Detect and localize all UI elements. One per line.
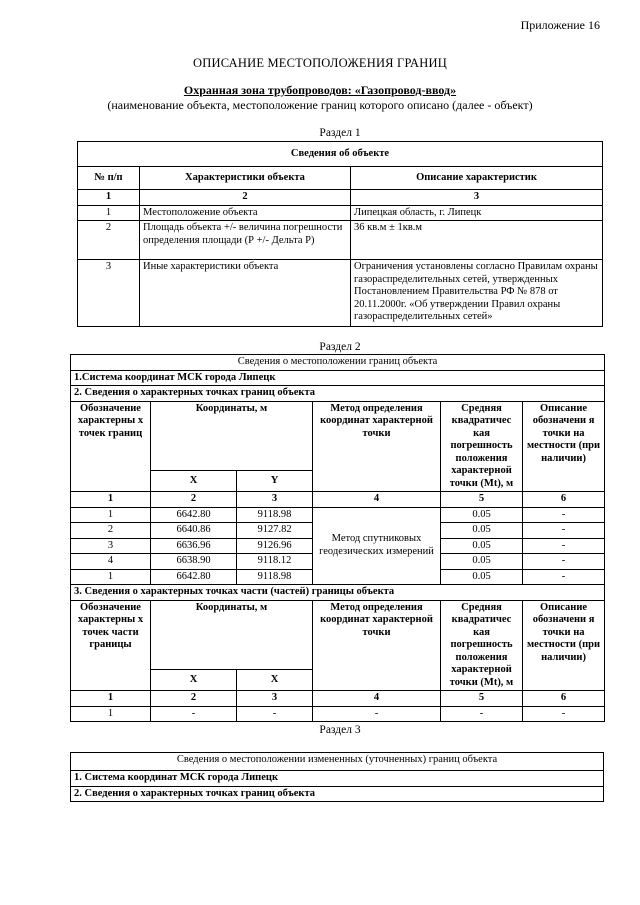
point-method: Метод спутниковых геодезических измерений xyxy=(313,507,441,585)
col-index: 4 xyxy=(313,691,441,707)
col-coords-header: Координаты, м xyxy=(151,401,313,471)
col-index: 2 xyxy=(151,691,237,707)
point-x: 6636.96 xyxy=(151,538,237,554)
point-number: 3 xyxy=(71,538,151,554)
col-characteristics-header: Характеристики объекта xyxy=(140,167,351,190)
col-index: 2 xyxy=(151,492,237,508)
col-number-index: 3 xyxy=(351,190,603,206)
col-index: 5 xyxy=(441,492,523,508)
table-row xyxy=(71,706,605,722)
section2-header: Сведения о местоположении границ объекта xyxy=(71,355,605,371)
points-subheader: 2. Сведения о характерных точках границ объекта xyxy=(71,786,604,802)
row-description: Ограничения установлены согласно Правилам охраны газораспределительных сетей, утвержденных Постановлением Правительства РФ № 878 от 20.11.2000г. «Об утверждении Правил охраны газораспределительных сетей» xyxy=(351,260,603,327)
point-number: 2 xyxy=(71,523,151,539)
col-point-header: Обозначение характерны х точек части границы xyxy=(71,600,151,691)
col-index: 6 xyxy=(523,691,605,707)
part-point-mt: - xyxy=(441,706,523,722)
point-x: 6642.80 xyxy=(151,569,237,585)
section3-table xyxy=(70,752,604,802)
col-number-header: № п/п xyxy=(78,167,140,190)
row-characteristic: Местоположение объекта xyxy=(140,205,351,221)
col-y-header: X xyxy=(237,670,313,691)
col-index: 5 xyxy=(441,691,523,707)
part-point-number: 1 xyxy=(71,706,151,722)
col-x-header: X xyxy=(151,670,237,691)
table-row xyxy=(78,205,603,221)
point-x: 6638.90 xyxy=(151,554,237,570)
point-desc: - xyxy=(523,523,605,539)
col-y-header: Y xyxy=(237,471,313,492)
table-row xyxy=(78,260,603,327)
point-desc: - xyxy=(523,507,605,523)
col-point-header: Обозначение характерны х точек границ xyxy=(71,401,151,492)
col-number-index: 2 xyxy=(140,190,351,206)
point-y: 9126.96 xyxy=(237,538,313,554)
section1-table xyxy=(77,141,603,327)
appendix-label: Приложение 16 xyxy=(520,18,600,32)
point-number: 4 xyxy=(71,554,151,570)
point-mt: 0.05 xyxy=(441,569,523,585)
col-index: 1 xyxy=(71,492,151,508)
point-mt: 0.05 xyxy=(441,507,523,523)
col-index: 6 xyxy=(523,492,605,508)
section1-label: Раздел 1 xyxy=(319,127,361,139)
col-desc-header: Описание обозначени я точки на местности (при наличии) xyxy=(523,600,605,691)
col-desc-header: Описание обозначени я точки на местности (при наличии) xyxy=(523,401,605,492)
col-number-index: 1 xyxy=(78,190,140,206)
col-coords-header: Координаты, м xyxy=(151,600,313,670)
table-row xyxy=(71,507,605,523)
col-index: 1 xyxy=(71,691,151,707)
col-mt-header: Средняя квадратичес кая погрешность положения характерной точки (Mt), м xyxy=(441,600,523,691)
part-points-subheader: 3. Сведения о характерных точках части (частей) границы объекта xyxy=(71,585,605,601)
section3-header: Сведения о местоположении измененных (уточненных) границ объекта xyxy=(71,753,604,771)
point-number: 1 xyxy=(71,507,151,523)
row-description: 36 кв.м ± 1кв.м xyxy=(351,221,603,260)
col-method-header: Метод определения координат характерной точки xyxy=(313,600,441,691)
col-x-header: X xyxy=(151,471,237,492)
point-y: 9118.12 xyxy=(237,554,313,570)
point-x: 6640.86 xyxy=(151,523,237,539)
row-description: Липецкая область, г. Липецк xyxy=(351,205,603,221)
object-note: (наименование объекта, местоположение границ которого описано (далее - объект) xyxy=(107,98,533,112)
table-row xyxy=(78,221,603,260)
col-index: 4 xyxy=(313,492,441,508)
point-desc: - xyxy=(523,569,605,585)
part-point-y: - xyxy=(237,706,313,722)
col-description-header: Описание характеристик xyxy=(351,167,603,190)
row-number: 3 xyxy=(78,260,140,327)
row-characteristic: Иные характеристики объекта xyxy=(140,260,351,327)
part-point-method: - xyxy=(313,706,441,722)
section2-label: Раздел 2 xyxy=(319,341,361,353)
row-number: 1 xyxy=(78,205,140,221)
col-method-header: Метод определения координат характерной точки xyxy=(313,401,441,492)
coordinate-system: 1. Система координат МСК города Липецк xyxy=(71,771,604,787)
col-index: 3 xyxy=(237,492,313,508)
page-title: ОПИСАНИЕ МЕСТОПОЛОЖЕНИЯ ГРАНИЦ xyxy=(193,56,447,70)
coordinate-system: 1.Система координат МСК города Липецк xyxy=(71,370,605,386)
point-desc: - xyxy=(523,538,605,554)
point-mt: 0.05 xyxy=(441,538,523,554)
object-name: Охранная зона трубопроводов: «Газопровод-ввод» xyxy=(183,83,457,97)
point-y: 9118.98 xyxy=(237,569,313,585)
section1-header: Сведения об объекте xyxy=(78,142,603,167)
point-y: 9127.82 xyxy=(237,523,313,539)
point-desc: - xyxy=(523,554,605,570)
point-mt: 0.05 xyxy=(441,523,523,539)
point-mt: 0.05 xyxy=(441,554,523,570)
col-mt-header: Средняя квадратичес кая погрешность положения характерной точки (Mt), м xyxy=(441,401,523,492)
col-index: 3 xyxy=(237,691,313,707)
point-x: 6642.80 xyxy=(151,507,237,523)
part-point-desc: - xyxy=(523,706,605,722)
row-characteristic: Площадь объекта +/- величина погрешности определения площади (Р +/- Дельта Р) xyxy=(140,221,351,260)
section3-label: Раздел 3 xyxy=(319,724,361,736)
point-number: 1 xyxy=(71,569,151,585)
part-point-x: - xyxy=(151,706,237,722)
section2-table xyxy=(70,354,605,722)
row-number: 2 xyxy=(78,221,140,260)
point-y: 9118.98 xyxy=(237,507,313,523)
points-subheader: 2. Сведения о характерных точках границ объекта xyxy=(71,386,605,402)
